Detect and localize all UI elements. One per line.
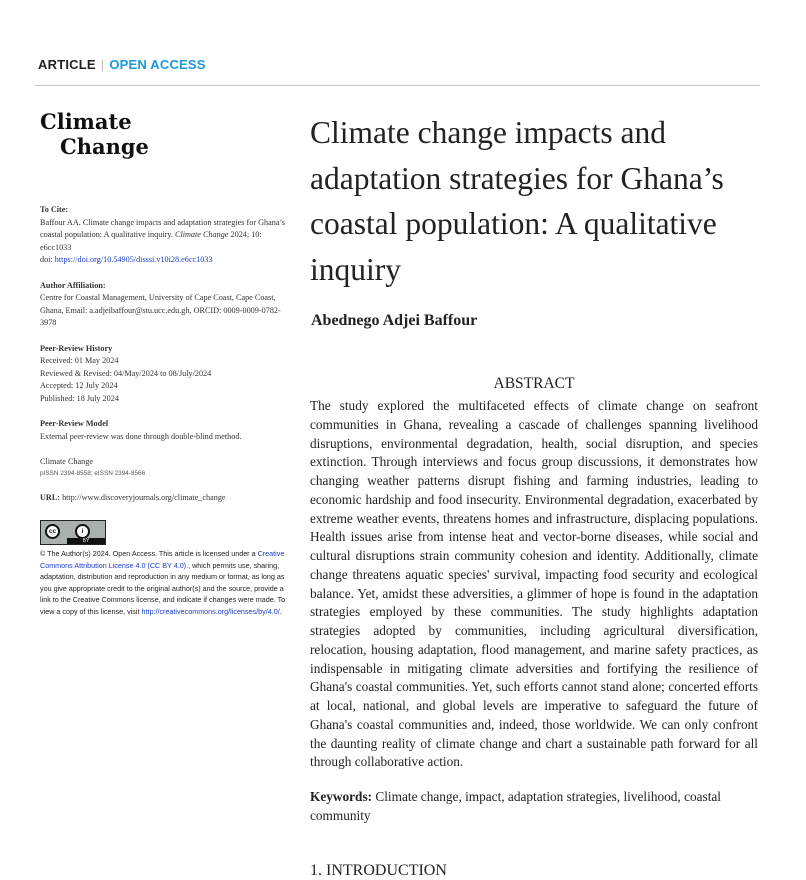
- keywords-label: Keywords:: [310, 789, 373, 804]
- peer-review-model-label: Peer-Review Model: [40, 419, 109, 428]
- abstract-heading: ABSTRACT: [493, 375, 575, 392]
- reviewed-dates: Reviewed & Revised: 04/May/2024 to 08/July/2024: [40, 368, 212, 378]
- article-info-sidebar: [40, 204, 290, 517]
- header-separator: |: [100, 57, 105, 72]
- citation-volume: 2024; 10: e6cc1033: [40, 230, 262, 252]
- keywords: [310, 787, 758, 825]
- cc-license-url-link[interactable]: http://creativecommons.org/licenses/by/4.0/: [141, 606, 280, 616]
- open-access-label: OPEN ACCESS: [109, 57, 206, 72]
- keywords-list: Climate change, impact, adaptation strategies, livelihood, coastal community: [310, 789, 721, 823]
- url-section: [40, 492, 290, 505]
- cc-icon: cc: [45, 524, 60, 539]
- peer-review-history-section: [40, 343, 290, 406]
- journal-logo-line1: Climate: [40, 109, 132, 134]
- journal-url[interactable]: http://www.discoveryjournals.org/climate_change: [62, 492, 226, 502]
- journal-logo: [40, 109, 149, 159]
- journal-name: Climate Change: [40, 457, 93, 466]
- introduction-heading: 1. INTRODUCTION: [310, 862, 447, 879]
- peer-review-history-label: Peer-Review History: [40, 343, 113, 353]
- author-name: Abednego Adjei Baffour: [311, 312, 478, 329]
- journal-logo-line2: Change: [60, 134, 149, 159]
- affiliation-section: [40, 280, 290, 330]
- article-type-header: [38, 57, 206, 72]
- affiliation-text: Centre for Coastal Management, University of Cape Coast, Cape Coast, Ghana, Email: a.adjeibaffour@stu.ucc.edu.gh, ORCID: 0009-0009-0782-3978: [40, 293, 281, 327]
- license-text: © The Author(s) 2024. Open Access. This article is licensed under a Creative Commons Attribution License 4.0 (CC BY 4.0)., which permits use, sharing, adaptation, distribution and reproduction in any medium or format, as long as you give appropriate credit to the original author(s) and the source, provide a link to the Creative Commons license, and indicate if changes were made. To view a copy of this license, visit http://creativecommons.org/licenses/by/4.0/.: [40, 549, 286, 616]
- header-divider: [35, 85, 760, 86]
- doi-link[interactable]: https://doi.org/10.54905/disssi.v10i28.e6cc1033: [54, 255, 213, 264]
- published-date: Published: 18 July 2024: [40, 393, 119, 403]
- journal-info-section: [40, 456, 290, 479]
- citation-journal: Climate Change: [175, 230, 229, 239]
- peer-review-model-text: External peer-review was done through double-blind method.: [40, 431, 242, 441]
- url-label: URL:: [40, 492, 61, 502]
- citation-label: To Cite:: [40, 205, 69, 214]
- accepted-date: Accepted: 12 July 2024: [40, 381, 118, 390]
- by-label: BY: [67, 538, 105, 544]
- article-label: ARTICLE: [38, 57, 96, 72]
- cc-license-link[interactable]: Creative Commons Attribution License 4.0 (CC BY 4.0).: [40, 549, 285, 570]
- cc-by-license-badge: [40, 520, 106, 545]
- abstract-text: The study explored the multifaceted effects of climate change on seafront communities in Ghana, revealing a cascade of challenges spanning livelihood disruptions, environmental degradation, health, social disruption, and species extinction. Through interviews and focus group discussions, it demonstrates how changing weather patterns disrupt fishing and farming industries, leading to economic hardship and food insecurity. Environmental degradation, exacerbated by extreme weather events, threatens homes and infrastructure, displacing populations. Health issues arise from intense heat and vector-borne diseases, while social and cultural disruptions strain community cohesion and identity. Additionally, climate change threatens aquatic species' survival, impacting food security and ecological balance. Yet, amidst these adversities, a glimmer of hope is found in the adaptation strategies employed by these communities. The study highlights adaptation strategies adopted by communities, including agricultural diversification, relocation, housing adaptation, flood management, and marine safety practices, as indispensable in mitigating climate adversities and fortifying the resilience of Ghana's coastal communities. Yet, such efforts cannot stand alone; concerted efforts at local, national, and global levels are imperative to safeguard the future of Ghana's coastal communities and, indeed, those worldwide. We can only confront the daunting reality of climate change and chart a sustainable path forward for all through collaborative action.: [310, 398, 758, 770]
- article-title: Climate change impacts and adaptation strategies for Ghana’s coastal population: A qualitative inquiry: [310, 115, 724, 287]
- attribution-person-icon: i: [75, 524, 90, 539]
- citation-section: [40, 204, 290, 267]
- affiliation-label: Author Affiliation:: [40, 280, 106, 290]
- issn: pISSN 2394-8558; eISSN 2394-8566: [40, 469, 146, 477]
- doi-line: doi: https://doi.org/10.54905/disssi.v10i28.e6cc1033: [40, 255, 213, 264]
- peer-review-model-section: [40, 418, 290, 443]
- received-date: Received: 01 May 2024: [40, 356, 119, 365]
- citation-text: Baffour AA. Climate change impacts and adaptation strategies for Ghana’s coastal population: A qualitative inquiry. Climate Change 2024; 10: e6cc1033: [40, 217, 285, 252]
